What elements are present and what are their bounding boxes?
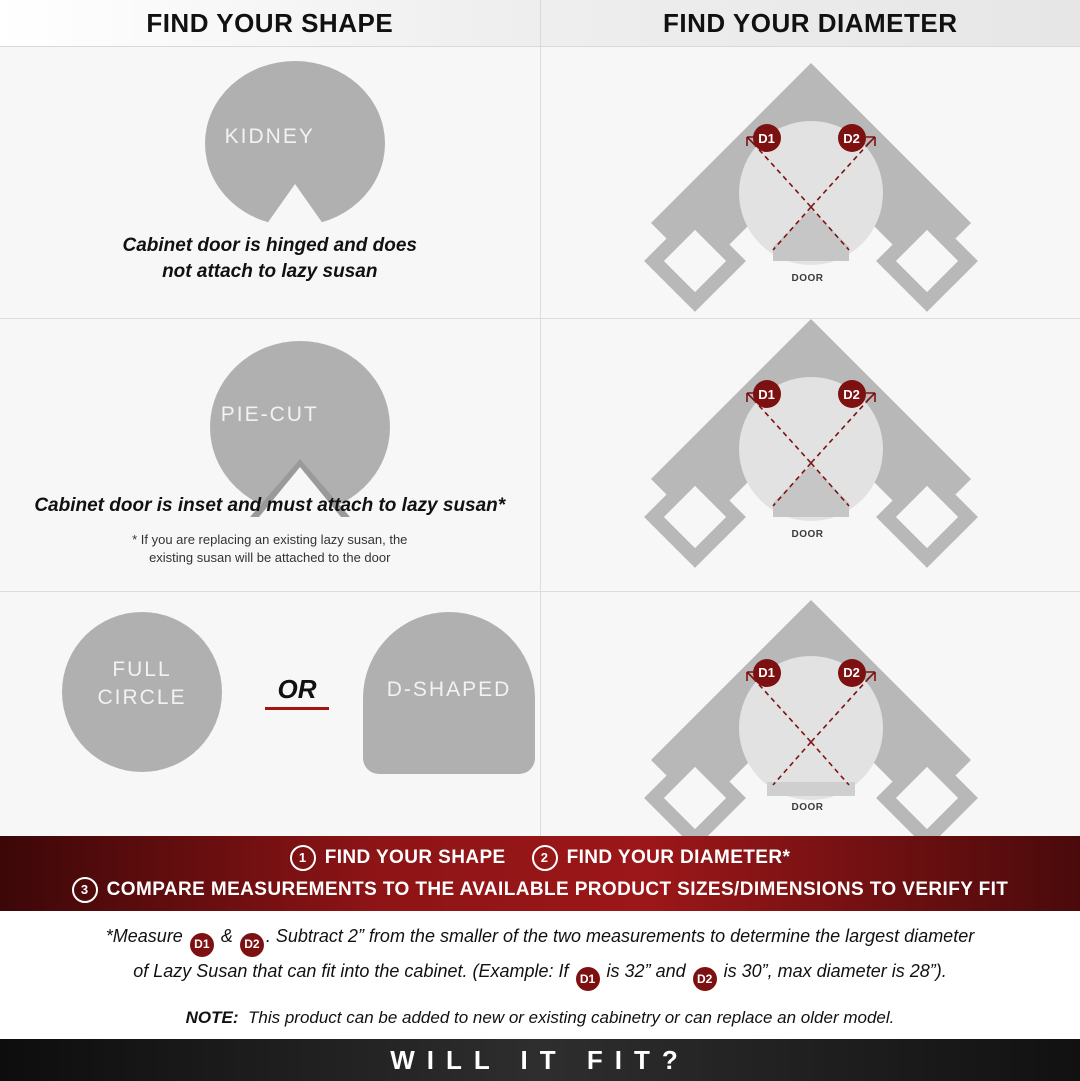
shape-column	[0, 47, 541, 836]
pie-cut-shape	[210, 341, 390, 513]
full-circle-label-line1: FULL	[62, 658, 222, 682]
kidney-notch	[264, 184, 326, 228]
door-label-3: DOOR	[792, 802, 824, 813]
d1-inline-badge-b: D1	[576, 967, 600, 991]
kidney-label: KIDNEY	[0, 125, 540, 149]
kidney-caption-line2: not attach to lazy susan	[0, 259, 540, 285]
d2-inline-badge-a: D2	[240, 933, 264, 957]
footer-banner	[0, 1039, 1080, 1081]
header-left-title: FIND YOUR SHAPE	[0, 0, 541, 46]
d1-inline-badge-a: D1	[190, 933, 214, 957]
full-circle-label	[62, 658, 222, 706]
cabinet-outline-svg-2	[541, 319, 1080, 591]
measure-note-amp: &	[221, 926, 233, 946]
or-underline	[265, 707, 329, 710]
product-note-text: This product can be added to new or existing cabinetry or can replace an older model.	[248, 1008, 894, 1027]
step-2	[532, 845, 791, 871]
or-label: OR	[265, 674, 329, 705]
door-label-2: DOOR	[792, 529, 824, 540]
pie-cut-subnote-line1: * If you are replacing an existing lazy susan, the	[0, 531, 540, 549]
steps-row-1	[290, 845, 791, 871]
step-3-number: 3	[72, 877, 98, 903]
pie-cut-subnote	[0, 531, 540, 567]
steps-bar	[0, 836, 1080, 911]
pie-cut-caption: Cabinet door is inset and must attach to lazy susan*	[0, 495, 540, 517]
corner-cabinet-diagram-2	[541, 319, 1080, 590]
step-1	[290, 845, 506, 871]
corner-cabinet-diagram-1	[541, 47, 1080, 318]
steps-row-2	[72, 877, 1009, 903]
pie-cut-label: PIE-CUT	[0, 403, 540, 427]
product-note-label: NOTE:	[186, 1008, 239, 1027]
shape-cell-full-circle-d-shaped	[0, 592, 540, 836]
header	[0, 0, 1080, 47]
diameter-column	[541, 47, 1080, 836]
measure-note-line2-middle: is 32” and	[607, 961, 686, 981]
d2-inline-badge-b: D2	[693, 967, 717, 991]
step-1-text: FIND YOUR SHAPE	[325, 847, 506, 869]
pie-cut-subnote-line2: existing susan will be attached to the door	[0, 549, 540, 567]
step-2-number: 2	[532, 845, 558, 871]
step-3	[72, 877, 1009, 903]
step-1-number: 1	[290, 845, 316, 871]
measure-note-middle: . Subtract 2” from the smaller of the two measurements to determine the largest diameter	[266, 926, 974, 946]
d2-badge-2: D2	[838, 380, 866, 408]
d1-badge-2: D1	[753, 380, 781, 408]
shape-cell-kidney	[0, 47, 540, 319]
door-label-1: DOOR	[792, 273, 824, 284]
footer-title: WILL IT FIT?	[390, 1045, 689, 1076]
kidney-caption	[0, 233, 540, 285]
d2-badge-1: D2	[838, 124, 866, 152]
corner-cabinet-diagram-3	[541, 592, 1080, 836]
diameter-cell-full-circle	[541, 592, 1080, 836]
d1-badge-1: D1	[753, 124, 781, 152]
measure-note	[106, 922, 974, 991]
cabinet-outline-svg-3	[541, 592, 1080, 836]
product-note	[186, 1003, 895, 1032]
notes-section	[0, 911, 1080, 1039]
header-right-title: FIND YOUR DIAMETER	[541, 0, 1080, 46]
diameter-cell-pie-cut	[541, 319, 1080, 591]
full-circle-label-line2: CIRCLE	[62, 686, 222, 710]
measure-note-line2-end: is 30”, max diameter is 28”).	[724, 961, 947, 981]
d1-badge-3: D1	[753, 659, 781, 687]
kidney-caption-line1: Cabinet door is hinged and does	[0, 233, 540, 259]
d-shaped-label-wrap	[363, 678, 535, 702]
shape-cell-pie-cut	[0, 319, 540, 591]
d2-badge-3: D2	[838, 659, 866, 687]
content-grid	[0, 47, 1080, 836]
measure-note-line2-prefix: of Lazy Susan that can fit into the cabinet. (Example: If	[133, 961, 568, 981]
diameter-cell-kidney	[541, 47, 1080, 319]
d-shaped-label: D-SHAPED	[363, 678, 535, 702]
or-divider	[265, 674, 329, 710]
measure-note-prefix: *Measure	[106, 926, 183, 946]
step-3-text: COMPARE MEASUREMENTS TO THE AVAILABLE PRODUCT SIZES/DIMENSIONS TO VERIFY FIT	[107, 879, 1009, 901]
step-2-text: FIND YOUR DIAMETER*	[567, 847, 791, 869]
